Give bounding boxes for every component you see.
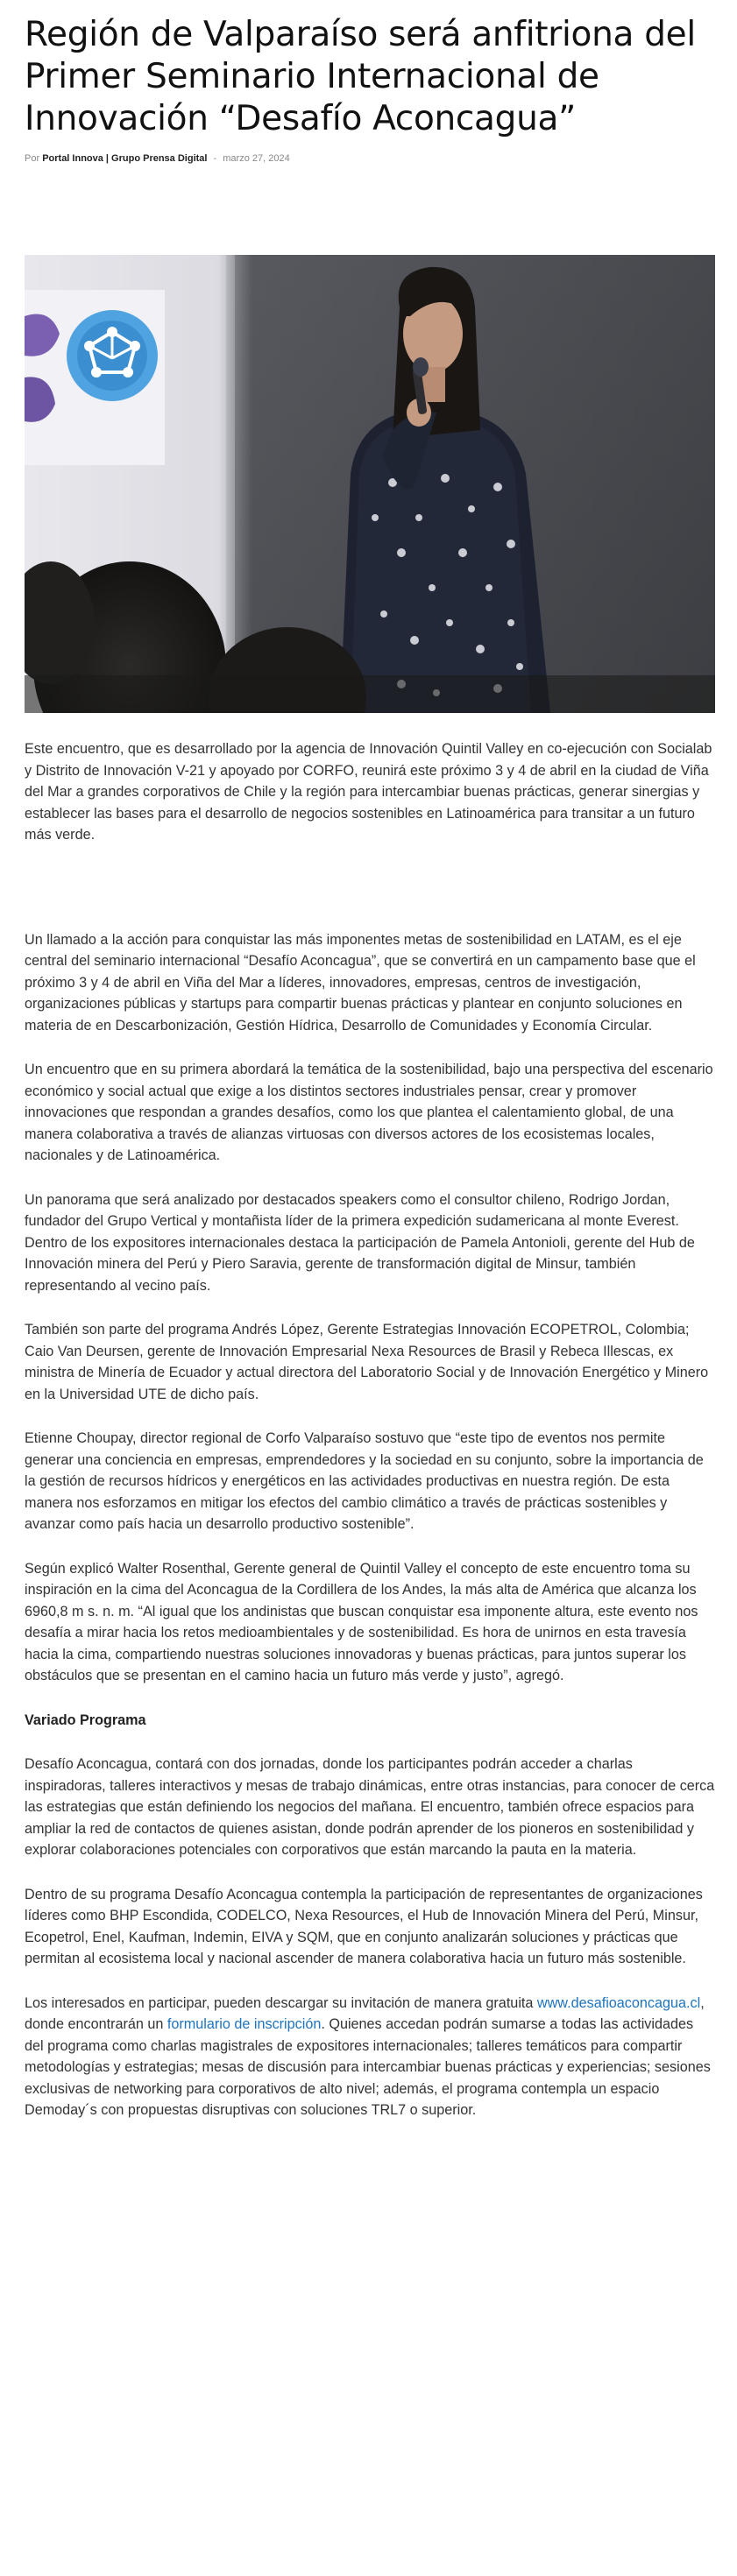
- paragraph-text: . Quienes accedan podrán sumarse a todas las actividades del programa como charlas magistrales de expositores internacionales; talleres temáticos para compartir metodologías y estrategias; mesas de discusión para intercambiar buenas prácticas y experiencias; sesiones exclusivas de networking para corporativos de alto nivel; además, el programa contempla un espacio Demoday´s con propuestas disruptivas con soluciones TRL7 o superior.: [25, 2016, 711, 2118]
- author-link[interactable]: Portal Innova | Grupo Prensa Digital: [42, 153, 208, 164]
- article-title: Región de Valparaíso será anfitriona del Primer Seminario Internacional de Innovación “Desafío Aconcagua”: [25, 15, 696, 138]
- paragraph-text: , donde encontrarán un: [25, 1994, 705, 2032]
- paragraph-registration: [25, 1993, 715, 2121]
- paragraph: También son parte del programa Andrés López, Gerente Estrategias Innovación ECOPETROL, Colombia; Caio Van Deursen, gerente de Innovación Empresarial Nexa Resources de Brasil y Rebeca Illescas, ex ministra de Minería de Ecuador y actual directora del Laboratorio Social y de Innovación Energético y Minero en la Universidad UTE de dicho país.: [25, 1322, 709, 1402]
- registration-form-link[interactable]: formulario de inscripción: [167, 2016, 322, 2032]
- microphone-icon: [413, 357, 429, 377]
- section-heading: Variado Programa: [25, 1711, 146, 1728]
- article-meta: [25, 152, 715, 165]
- paragraph: Etienne Choupay, director regional de Corfo Valparaíso sostuvo que “este tipo de eventos nos permite generar una conciencia en empresas, emprendedores y la sociedad en su conjunto, sobre la importancia de la gestión de recursos hídricos y energéticos en las actividades productivas en nuestra región. De esta manera nos esforzamos en mitigar los efectos del cambio climático a través de prácticas sostenibles y avanzar como país hacia un desarrollo productivo sostenible”.: [25, 1430, 704, 1532]
- meta-separator: -: [213, 153, 217, 164]
- paragraph: Este encuentro, que es desarrollado por la agencia de Innovación Quintil Valley en co-ejecución con Socialab y Distrito de Innovación V-21 y apoyado por CORFO, reunirá este próximo 3 y 4 de abril en la ciudad de Viña del Mar a grandes corporativos de Chile y la región para intercambiar buenas prácticas, generar sinergias y establecer las bases para el desarrollo de negocios sostenibles en Latinoamérica para transitar a un futuro más verde.: [25, 741, 712, 843]
- website-link[interactable]: www.desafioaconcagua.cl: [536, 1994, 701, 2011]
- paragraph: Un llamado a la acción para conquistar las más imponentes metas de sostenibilidad en LATAM, es el eje central del seminario internacional “Desafío Aconcagua”, que se convertirá en un campamento base que el próximo 3 y 4 de abril en Viña del Mar a líderes, innovadores, empresas, centros de investigación, organizaciones públicas y startups para compartir buenas prácticas y plantear en conjunto soluciones en materia de en Descarbonización, Gestión Hídrica, Desarrollo de Comunidades y Economía Circular.: [25, 931, 696, 1034]
- paragraph: Dentro de su programa Desafío Aconcagua contempla la participación de representantes de organizaciones líderes como BHP Escondida, CODELCO, Nexa Resources, el Hub de Innovación Minera del Perú, Minsur, Ecopetrol, Enel, Kaufman, Indemin, EIVA y SQM, que en conjunto analizarán soluciones y prácticas que permitan al ecosistema local y nacional ascender de manera colaborativa hacia un futuro más sostenible.: [25, 1886, 703, 1966]
- paragraph: Un panorama que será analizado por destacados speakers como el consultor chileno, Rodrigo Jordan, fundador del Grupo Vertical y montañista líder de la primera expedición sudamericana al monte Everest. Dentro de los expositores internacionales destaca la participación de Pamela Antonioli, gerente del Hub de Innovación minera del Perú y Piero Saravia, gerente de transformación digital de Minsur, también representando al vecino país.: [25, 1191, 695, 1294]
- paragraph: Según explicó Walter Rosenthal, Gerente general de Quintil Valley el concepto de este encuentro toma su inspiración en la cima del Aconcagua de la Cordillera de los Andes, la más alta de América que alcanza los 6960,8 m s. n. m. “Al igual que los andinistas que buscan conquistar esa imponente altura, este evento nos desafía a mirar hacia los retos medioambientales y de sostenibilidad. Es hora de unirnos en esta travesía hacia la cima, compartiendo nuestras soluciones innovadoras y buenas prácticas, para juntos superar los obstáculos que se presentan en el camino hacia un futuro más verde y justo”, agregó.: [25, 1560, 698, 1683]
- hero-image: [25, 255, 715, 713]
- paragraph: Un encuentro que en su primera abordará la temática de la sostenibilidad, bajo una perspectiva del escenario económico y social actual que exige a los distintos sectores industriales pensar, crear y promover innovaciones que respondan a grandes desafíos, como los que plantea el calentamiento global, de una manera colaborativa a través de alianzas virtuosas con diversos actores de los ecosistemas locales, nacionales y de Latinoamérica.: [25, 1062, 713, 1163]
- paragraph: Desafío Aconcagua, contará con dos jornadas, donde los participantes podrán acceder a charlas inspiradoras, talleres interactivos y mesas de trabajo dinámicas, entre otras instancias, para conocer de cerca las estrategias que están definiendo los negocios del mañana. El encuentro, también ofrece espacios para ampliar la red de contactos de quienes asistan, donde podrán aprender de los pioneros en sostenibilidad y explorar colaboraciones potenciales con corporativos que están marcando la pauta en la materia.: [25, 1756, 715, 1858]
- byline-prefix: Por: [25, 153, 40, 164]
- banner-logo-icon: [25, 290, 165, 465]
- article-body: [25, 738, 715, 2121]
- article: [25, 0, 715, 2118]
- publish-date: marzo 27, 2024: [223, 153, 290, 164]
- paragraph-text: Los interesados en participar, pueden descargar su invitación de manera gratuita: [25, 1994, 537, 2011]
- hero-photo: [25, 255, 715, 713]
